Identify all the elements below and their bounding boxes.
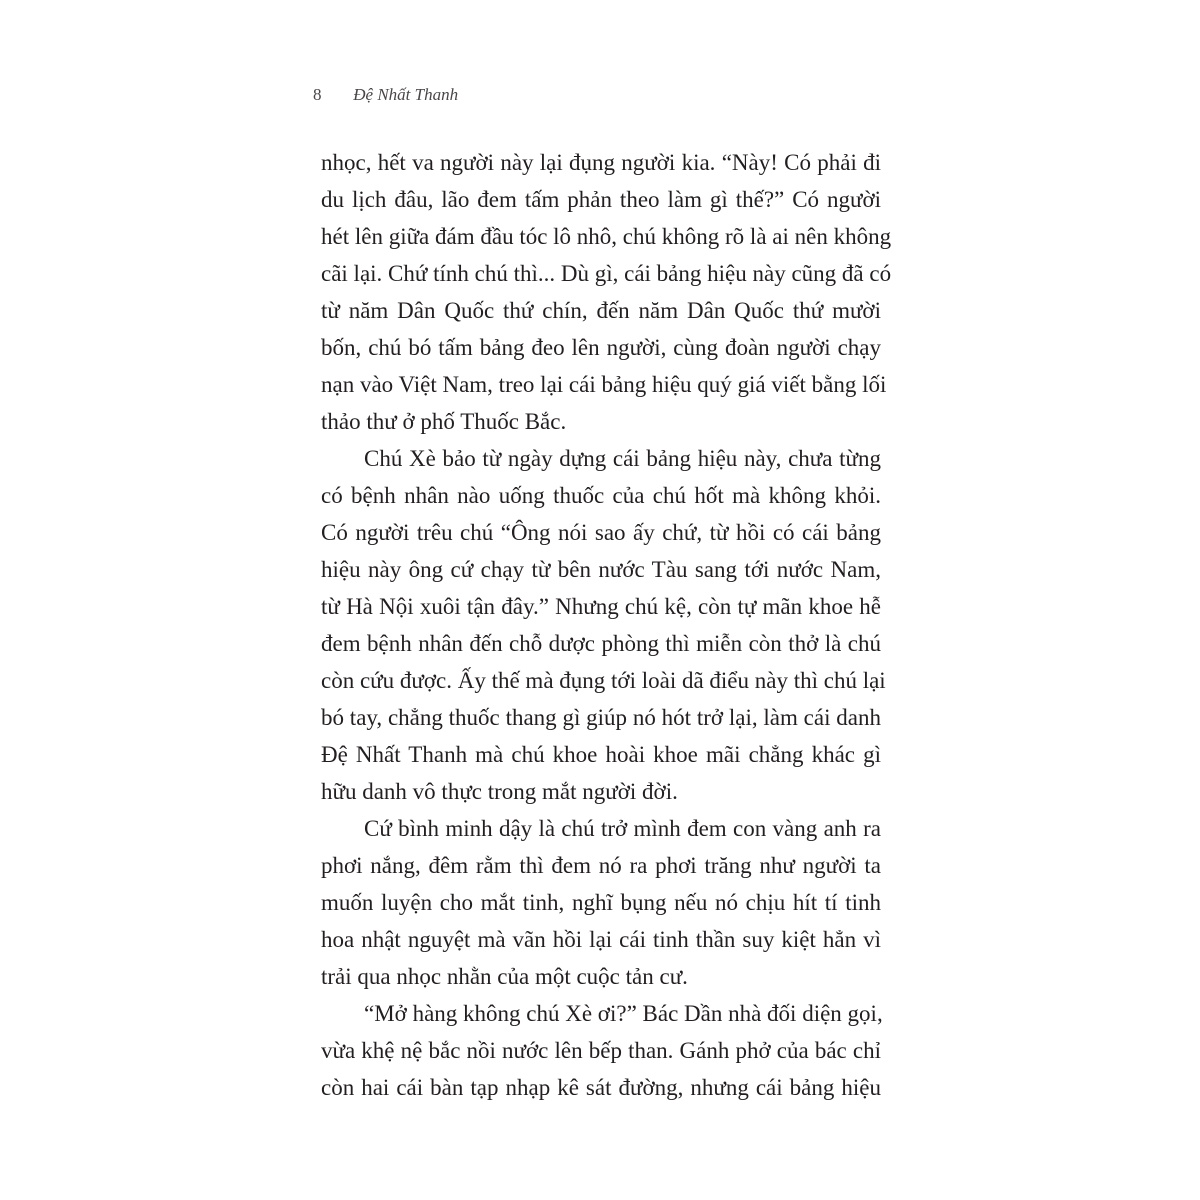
text-line: nhọc, hết va người này lại đụng người kia. “Này! Có phải đi: [321, 150, 881, 175]
text-line: trải qua nhọc nhằn của một cuộc tản cư.: [321, 964, 688, 989]
text-line: có bệnh nhân nào uống thuốc của chú hốt mà không khỏi.: [321, 483, 881, 508]
text-line: bốn, chú bó tấm bảng đeo lên người, cùng đoàn người chạy: [321, 335, 881, 360]
text-line: đem bệnh nhân đến chỗ dược phòng thì miễn còn thở là chú: [321, 631, 881, 656]
text-line: Đệ Nhất Thanh mà chú khoe hoài khoe mãi chẳng khác gì: [321, 742, 881, 767]
text-line: Chú Xè bảo từ ngày dựng cái bảng hiệu này, chưa từng: [364, 446, 881, 471]
text-line: từ năm Dân Quốc thứ chín, đến năm Dân Quốc thứ mười: [321, 298, 881, 323]
text-line: du lịch đâu, lão đem tấm phản theo làm gì thế?” Có người: [321, 187, 881, 212]
text-line: bó tay, chẳng thuốc thang gì giúp nó hót trở lại, làm cái danh: [321, 705, 881, 730]
text-line: hét lên giữa đám đầu tóc lô nhô, chú không rõ là ai nên không: [321, 224, 892, 249]
text-line: cãi lại. Chứ tính chú thì... Dù gì, cái bảng hiệu này cũng đã có: [321, 261, 892, 286]
body-text: [321, 144, 892, 1106]
text-line: vừa khệ nệ bắc nồi nước lên bếp than. Gánh phở của bác chỉ: [321, 1038, 881, 1063]
paragraph-2: [321, 440, 886, 810]
running-head: [313, 84, 458, 106]
text-line: còn cứu được. Ấy thế mà đụng tới loài dã điểu này thì chú lại: [321, 668, 886, 693]
text-line: hiệu này ông cứ chạy từ bên nước Tàu sang tới nước Nam,: [321, 557, 881, 582]
paragraph-1: [321, 144, 892, 440]
paragraph-3: [321, 810, 881, 995]
text-line: phơi nắng, đêm rằm thì đem nó ra phơi trăng như người ta: [321, 853, 881, 878]
page-number: 8: [313, 85, 322, 104]
text-line: còn hai cái bàn tạp nhạp kê sát đường, nhưng cái bảng hiệu: [321, 1075, 881, 1100]
text-line: Có người trêu chú “Ông nói sao ấy chứ, từ hồi có cái bảng: [321, 520, 881, 545]
text-line: muốn luyện cho mắt tinh, nghĩ bụng nếu nó chịu hít tí tinh: [321, 890, 881, 915]
text-line: từ Hà Nội xuôi tận đây.” Nhưng chú kệ, còn tự mãn khoe hễ: [321, 594, 881, 619]
paragraph-4: [321, 995, 881, 1106]
text-line: hoa nhật nguyệt mà vãn hồi lại cái tinh thần suy kiệt hẳn vì: [321, 927, 881, 952]
text-line: Cứ bình minh dậy là chú trở mình đem con vàng anh ra: [364, 816, 881, 841]
text-line: nạn vào Việt Nam, treo lại cái bảng hiệu quý giá viết bằng lối: [321, 372, 887, 397]
text-line: “Mở hàng không chú Xè ơi?” Bác Dần nhà đối diện gọi,: [364, 1001, 883, 1026]
text-line: thảo thư ở phố Thuốc Bắc.: [321, 409, 567, 434]
book-title: Đệ Nhất Thanh: [353, 85, 459, 104]
text-line: hữu danh vô thực trong mắt người đời.: [321, 779, 678, 804]
